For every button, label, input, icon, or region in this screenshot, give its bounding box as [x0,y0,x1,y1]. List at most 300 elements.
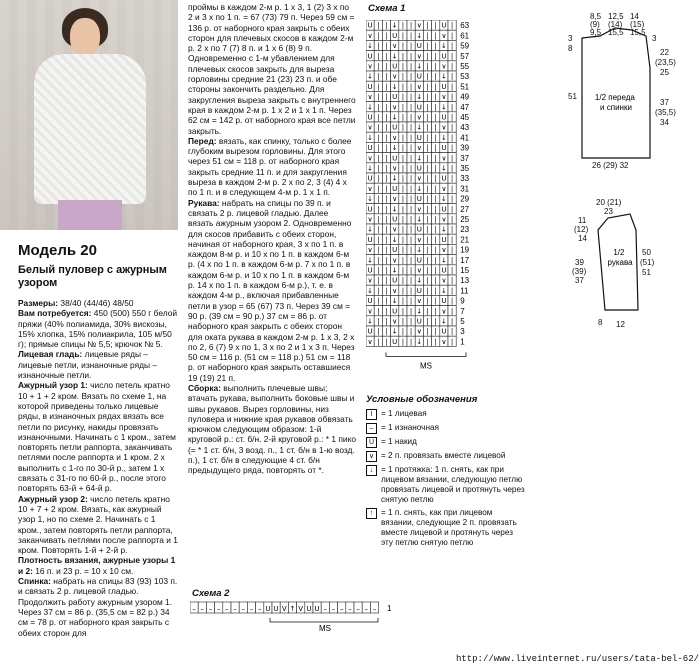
legend-item [366,465,526,505]
schema1-stitch-symbol: U [392,246,398,255]
col-b-paragraph: проймы в каждом 2-м р. 1 х 3, 1 (2) 3 х по 2 и 3 х по 1 п. = 67 (73) 79 п. Через 59 см = 136 р. от наборного края закрыть с обеих сторон для плечевых скосов в каждом 2-м р. 2 х по 7 (7) 8 п. и 1 х 6 (8) 9 п. Одновременно с 1-м убавлением для плечевых скосов закрыть для выреза горловины средние 21 (23) 23 п. и обе стороны закончить раздельно. Для закругления выреза закрыть с внутреннего края в каждом 2-м р. 1 х 2 и 1 х 1 п. Через 62 см = 142 р. от наборного края все петли закрыть. [188,2,356,136]
schema1-stitch-symbol: ∨ [367,154,373,163]
section-heading: Ажурный узор 2: [18,493,88,504]
schema1-stitch-symbol: | [377,72,380,81]
schema1-stitch-symbol: ↓ [440,42,447,51]
schema2-stitch-symbol: U [306,605,312,613]
schema1-stitch-symbol: U [441,52,447,61]
schema1-stitch-symbol: ↓ [367,256,374,265]
schema1-stitch-symbol: | [409,215,413,224]
schema1-stitch-symbol: | [385,235,388,244]
schema1-stitch-symbol: ↓ [440,256,447,265]
schema1-stitch-symbol: | [426,113,429,122]
schema1-stitch-symbol: | [450,93,454,102]
schema1-row-number: 53 [460,72,470,82]
schema1-stitch-symbol: | [377,21,380,30]
schema1-stitch-symbol: | [426,52,429,61]
schema1-row-number: 1 [460,337,465,347]
schema1-stitch-symbol: | [434,82,437,91]
schema1-stitch-symbol: | [434,154,437,163]
schema1-stitch-symbol: | [450,52,454,61]
schema1-stitch-symbol: ∨ [367,62,373,71]
schema1-stitch-symbol: | [385,42,388,51]
schema1-stitch-symbol: ↓ [391,52,398,61]
schema1-stitch-symbol: | [426,82,429,91]
schema1-stitch-symbol: | [385,246,388,255]
schema1-stitch-symbol: | [385,52,388,61]
schema1-stitch-symbol: ↓ [416,337,423,346]
schema1-stitch-symbol: | [450,164,454,173]
schema1-stitch-symbol: | [377,31,380,40]
schema1-stitch-symbol: ∨ [392,195,398,204]
schema1-stitch-symbol: | [377,195,380,204]
schema1-stitch-symbol: ∨ [367,307,373,316]
schema2-stitch-symbol: – [225,605,229,613]
schema1-stitch-symbol: | [434,31,437,40]
sleeve-right-1: 50 [642,248,651,257]
schema1-stitch-symbol: | [426,215,429,224]
legend-item [366,437,526,448]
schema1-stitch-symbol: ∨ [441,276,447,285]
schema1-stitch-symbol: ↓ [391,144,398,153]
schema1-stitch-symbol: ↓ [391,327,398,336]
schema1-stitch-symbol: ∨ [392,317,398,326]
schema1-stitch-symbol: ∨ [392,286,398,295]
schema1-stitch-symbol: | [434,123,437,132]
schema1-stitch-symbol: ↓ [367,103,374,112]
schema1-stitch-symbol: | [426,154,429,163]
schema2-stitch-symbol: – [200,605,205,613]
instructions-column-a [18,298,178,638]
schema1-stitch-symbol: | [401,215,405,224]
schema1-stitch-symbol: | [377,317,380,326]
photo-pants [58,200,122,230]
schema1-stitch-symbol: | [377,225,380,234]
instructions-column-b [188,2,356,476]
schema2-stitch-symbol: – [208,605,213,613]
schema1-stitch-symbol: ↓ [416,246,423,255]
schema2-stitch-symbol: – [364,605,369,613]
schema1-stitch-symbol: | [385,154,388,163]
schema1-stitch-symbol: | [409,174,413,183]
schema1-row-number: 47 [460,102,470,112]
schema1-stitch-symbol: | [434,225,437,234]
front-back-diagram [560,8,695,178]
schema1-stitch-symbol: ∨ [392,164,398,173]
schema1-stitch-symbol: | [434,297,437,306]
sleeve-right-2: (51) [640,258,655,267]
schema1-stitch-symbol: | [377,235,380,244]
front-right-4: 25 [660,68,669,77]
schema1-stitch-symbol: | [426,256,429,265]
schema1-stitch-symbol: | [426,62,429,71]
schema1-stitch-symbol: U [441,297,447,306]
schema1-row-number: 19 [460,245,470,255]
schema1-stitch-symbol: | [450,144,454,153]
front-right-3: (23,5) [655,58,676,67]
schema1-stitch-symbol: ↓ [391,235,398,244]
schema1-stitch-symbol: | [434,235,437,244]
schema1-stitch-symbol: | [426,31,429,40]
schema1-stitch-symbol: ∨ [441,337,447,346]
front-back-label: 1/2 переда и спинки [594,93,635,112]
schema1-stitch-symbol: | [401,82,405,91]
schema1-stitch-symbol: | [409,62,413,71]
schema2-stitch-symbol: V [298,605,304,613]
schema2-row-number: 1 [387,604,392,613]
schema1-stitch-symbol: U [392,337,398,346]
schema1-stitch-symbol: | [426,144,429,153]
schema1-stitch-symbol: | [409,317,413,326]
legend-title: Условные обозначения [366,394,478,405]
schema1-row-number: 25 [460,215,470,224]
schema1-stitch-symbol: | [401,184,405,193]
schema1-row-number: 15 [460,266,470,275]
schema1-row-number: 17 [460,255,470,265]
schema2-stitch-symbol: – [372,605,377,613]
schema1-grid [366,20,481,380]
schema1-stitch-symbol: | [450,235,454,244]
schema2-stitch-symbol: ↑ [289,605,296,613]
schema1-stitch-symbol: U [416,256,422,265]
schema1-stitch-symbol: | [385,103,388,112]
schema1-stitch-symbol: ∨ [416,327,422,336]
schema1-stitch-symbol: | [385,123,388,132]
schema1-stitch-symbol: | [401,133,405,142]
schema1-stitch-symbol: | [385,195,388,204]
schema1-stitch-symbol: | [377,327,380,336]
section-heading: Спинка: [18,576,51,587]
col-b-paragraph: Рукава: набрать на спицы по 39 п. и связать 2 р. лицевой гладью. Далее вязать ажурным узором 2. Одновременно для скосов прибавить с обеих сторон, начиная от наборного края, 3 х по 1 п. в каждом 8-м р. и 10 х по 1 п. в каждом 6-м р. (4 х по 1 п. в каждом 6-м р. 7 х по 1 п. в каждом 6-м р. и 10 х по 1 п. в каждом 6-м р. 14 х по 1 п. в каждом 6-м р.), т. е. в каждом 4-м р., включая прибавленные петли в узор = 65 (67) 73 п. Через 39 см = 90 р. (39 см = 90 р.) 37 см = 86 р. от наборного края закрыть с обеих сторон для оката рукава в каждом 2-м р. 1 х 3, 2 х по 2, 6 (7) 9 х по 1, 3 х по 2 и 1 х 3 п. Через 50 см = 116 р. (51 см = 118 р.) 51 см = 118 р. от наборного края закрыть оставшиеся 19 (19) 21 п. [188,197,355,383]
schema1-row-number: 55 [460,62,470,71]
schema1-stitch-symbol: ∨ [416,297,422,306]
schema1-stitch-symbol: | [377,276,380,285]
schema1-stitch-symbol: | [450,297,454,306]
schema1-stitch-symbol: | [409,31,413,40]
schema1-stitch-symbol: U [416,72,422,81]
schema1-row-number: 3 [460,327,465,337]
schema1-stitch-symbol: | [377,337,380,346]
sleeve-left-1: 11 [578,216,587,225]
schema1-stitch-symbol: ↓ [416,276,423,285]
schema1-stitch-symbol: | [426,123,429,132]
schema1-stitch-symbol: U [392,62,398,71]
schema2-stitch-symbol: – [241,605,246,613]
schema2-stitch-symbol: – [257,605,262,613]
section-heading: Рукава: [188,197,220,208]
schema1-stitch-symbol: | [377,52,380,61]
schema1-stitch-symbol: | [401,327,405,336]
schema2-ms-bracket [270,618,378,622]
schema1-stitch-symbol: | [385,93,388,102]
schema1-stitch-symbol: | [434,307,437,316]
schema1-stitch-symbol: | [377,286,380,295]
schema1-stitch-symbol: | [385,317,388,326]
schema1-stitch-symbol: | [450,62,454,71]
schema1-stitch-symbol: U [392,215,398,224]
schema1-stitch-symbol: | [450,327,454,336]
schema1-row-number: 31 [460,184,470,194]
schema2-stitch-symbol: U [314,605,320,613]
schema1-stitch-symbol: ↓ [416,307,423,316]
schema1-stitch-symbol: | [426,337,429,346]
schema1-stitch-symbol: | [409,184,413,193]
schema1-stitch-symbol: | [377,144,380,153]
schema1-stitch-symbol: | [409,256,413,265]
schema1-stitch-symbol: ∨ [392,133,398,142]
schema1-stitch-symbol: | [409,93,413,102]
section-heading: Перед: [188,135,217,146]
schema1-stitch-symbol: ↓ [391,82,398,91]
schema1-stitch-symbol: | [377,113,380,122]
schema1-stitch-symbol: ∨ [416,21,422,30]
legend-text: = 1 лицевая [381,409,427,418]
schema1-stitch-symbol: ↓ [391,21,398,30]
schema1-stitch-symbol: ↓ [416,215,423,224]
schema1-stitch-symbol: | [385,144,388,153]
schema1-stitch-symbol: | [434,52,437,61]
schema1-stitch-symbol: | [401,266,405,275]
schema1-stitch-symbol: U [416,133,422,142]
schema1-stitch-symbol: ∨ [441,62,447,71]
schema1-stitch-symbol: U [367,144,373,153]
schema1-stitch-symbol: U [367,235,373,244]
schema1-stitch-symbol: | [385,297,388,306]
col-b-paragraph: Сборка: выполнить плечевые швы; втачать рукава, выполнить боковые швы и швы рукавов. Вырез горловины, низ пуловера и нижние края рукавов обвязать крючком следующим образом: 1-й круговой р.: ст. б/н. 2-й круговой р.: * 1 пико (= * 1 ст. б/н, 3 возд. п., 1 ст. б/н в 1-ю возд. п.), 1 ст. б/н в следующие 4 ст. б/н предыдущего ряда, повторять от *. [188,382,357,476]
schema1-stitch-symbol: ↓ [416,154,423,163]
schema1-stitch-symbol: | [426,246,429,255]
schema1-stitch-symbol: U [441,174,447,183]
schema1-stitch-symbol: | [385,72,388,81]
col-a-paragraph: Лицевая гладь: лицевые ряды – лицевые петли, изнаночные ряды – изнаночные петли. [18,349,158,381]
schema1-stitch-symbol: | [426,327,429,336]
schema1-stitch-symbol: | [450,317,454,326]
schema1-stitch-symbol: ∨ [441,215,447,224]
schema1-stitch-symbol: | [377,256,380,265]
schema1-stitch-symbol: | [426,276,429,285]
schema1-stitch-symbol: | [377,123,380,132]
schema1-stitch-symbol: | [385,113,388,122]
schema1-stitch-symbol: ∨ [416,205,422,214]
schema1-title: Схема 1 [368,3,406,14]
schema1-stitch-symbol: | [401,317,405,326]
schema1-stitch-symbol: | [409,133,413,142]
schema1-stitch-symbol: | [401,256,405,265]
schema1-stitch-symbol: ↓ [367,195,374,204]
schema1-stitch-symbol: U [416,286,422,295]
section-heading: Сборка: [188,382,221,393]
schema1-stitch-symbol: | [377,297,380,306]
schema1-stitch-symbol: | [385,31,388,40]
sleeve-bottom-left: 8 [598,318,603,327]
schema1-stitch-symbol: ∨ [416,113,422,122]
schema1-stitch-symbol: U [416,103,422,112]
col-a-paragraph: Вам потребуется: 450 (500) 550 г белой пряжи (40% полиамида, 30% вискозы, 15% хлопка, 15% полиакрила, 105 м/50 г); прямые спицы № 5,5; крючок № 5. [18,308,178,350]
schema1-stitch-symbol: | [450,256,454,265]
schema1-stitch-symbol: | [401,113,405,122]
schema1-stitch-symbol: | [409,52,413,61]
schema1-stitch-symbol: ↓ [440,72,447,81]
schema1-stitch-symbol: | [426,297,429,306]
schema2-stitch-symbol: – [356,605,360,613]
schema1-stitch-symbol: U [441,113,447,122]
schema2-stitch-symbol: U [265,605,271,613]
schema1-stitch-symbol: | [450,154,454,163]
schema1-stitch-symbol: | [385,174,388,183]
sleeve-left-4: 39 [575,258,584,267]
front-top-1: 8,5 [590,12,602,21]
schema1-ms-bracket [386,352,466,356]
schema1-stitch-symbol: ∨ [367,93,373,102]
front-top-3: 14 [630,12,639,21]
schema1-stitch-symbol: ∨ [367,31,373,40]
schema1-stitch-symbol: | [450,103,454,112]
legend-text: = 1 п. снять, как при лицевом вязании, следующие 2 п. провязать вместе лицевой и протянуть через эту петлю снятую петлю [381,508,517,547]
schema2-grid [190,600,400,636]
section-heading: Лицевая гладь: [18,349,83,360]
front-right-1: 3 [652,34,657,43]
schema2-stitch-symbol: – [323,605,328,613]
schema1-stitch-symbol: | [409,164,413,173]
sleeve-top-2: 23 [604,207,613,216]
schema1-stitch-symbol: | [450,195,454,204]
schema1-stitch-symbol: | [377,42,380,51]
col-b-paragraph: Перед: вязать, как спинку, только с более глубоким вырезом горловины. Для этого через 51 см = 118 р. от наборного края закрыть средние 11 п. и для закругления выреза в каждом 2-м р. 2 х по 2, 3 (4) 4 х по 1 п. и в следующем 4-м р. 1 х 1 п. [188,135,352,198]
schema1-stitch-symbol: ↓ [367,225,374,234]
schema1-stitch-symbol: ∨ [441,184,447,193]
schema1-stitch-symbol: | [450,307,454,316]
schema1-stitch-symbol: | [401,174,405,183]
schema1-stitch-symbol: ↓ [440,103,447,112]
schema1-stitch-symbol: | [434,317,437,326]
schema1-stitch-symbol: | [426,195,429,204]
schema1-stitch-symbol: | [426,42,429,51]
schema1-stitch-symbol: | [434,133,437,142]
schema1-stitch-symbol: | [377,266,380,275]
schema1-row-number: 41 [460,133,470,143]
schema1-stitch-symbol: | [434,144,437,153]
schema1-stitch-symbol: | [426,93,429,102]
schema1-stitch-symbol: | [401,225,405,234]
legend-symbol-icon: ↓ [366,465,377,476]
schema1-stitch-symbol: | [426,72,429,81]
schema1-stitch-symbol: | [385,205,388,214]
schema1-stitch-symbol: | [409,113,413,122]
schema1-stitch-symbol: | [434,276,437,285]
schema1-stitch-symbol: | [401,235,405,244]
schema1-stitch-symbol: | [409,72,413,81]
schema1-stitch-symbol: ↓ [391,205,398,214]
schema1-stitch-symbol: ↓ [391,266,398,275]
schema1-stitch-symbol: ∨ [441,93,447,102]
model-title: Модель 20 [18,242,97,259]
schema1-stitch-symbol: | [426,266,429,275]
schema1-stitch-symbol: | [401,123,405,132]
schema2-stitch-symbol: U [273,605,279,613]
schema1-stitch-symbol: | [377,62,380,71]
schema1-stitch-symbol: | [450,113,454,122]
schema1-stitch-symbol: | [377,174,380,183]
sleeve-left-5: (39) [572,267,587,276]
schema1-stitch-symbol: | [426,103,429,112]
schema1-stitch-symbol: ↓ [367,72,374,81]
schema1-stitch-symbol: U [441,327,447,336]
schema1-stitch-symbol: | [377,184,380,193]
schema1-row-number: 7 [460,306,465,316]
front-left-3: 51 [568,92,577,101]
schema1-stitch-symbol: | [434,93,437,102]
schema1-stitch-symbol: | [450,337,454,346]
schema1-stitch-symbol: ↓ [440,317,447,326]
schema1-stitch-symbol: ↓ [440,225,447,234]
legend-text: = 1 изнаночная [381,423,439,432]
schema1-stitch-symbol: | [450,205,454,214]
schema1-stitch-symbol: ↓ [440,164,447,173]
schema1-stitch-symbol: | [450,42,454,51]
schema1-stitch-symbol: | [409,205,413,214]
schema1-stitch-symbol: U [367,297,373,306]
schema1-stitch-symbol: ∨ [416,235,422,244]
schema1-stitch-symbol: ↓ [367,317,374,326]
schema2-stitch-symbol: – [331,605,336,613]
schema1-stitch-symbol: | [450,276,454,285]
front-top-5: (14) [608,20,623,29]
section-heading: Плотность вязания, ажурные узоры 1 и 2: [18,555,176,576]
schema1-row-number: 61 [460,31,470,41]
schema1-stitch-symbol: | [385,82,388,91]
schema1-row-number: 23 [460,225,470,235]
schema1-stitch-symbol: | [434,256,437,265]
col-a-paragraph: Ажурный узор 2: число петель кратно 10 + 7 + 2 кром. Вязать, как ажурный узор 1, но по схеме 2. Начинать с 1 кром., затем повторять петли раппорта, заканчивать петлями после раппорта и 1 кром. Повторять 1-й + 2-й р. [18,493,178,556]
schema1-stitch-symbol: | [401,103,405,112]
schema1-stitch-symbol: | [409,266,413,275]
schema1-stitch-symbol: ↓ [416,123,423,132]
schema1-stitch-symbol: ↓ [391,297,398,306]
schema1-stitch-symbol: | [426,225,429,234]
schema1-stitch-symbol: ∨ [392,103,398,112]
schema1-row-number: 49 [460,92,470,102]
schema1-stitch-symbol: | [385,276,388,285]
schema1-stitch-symbol: | [409,42,413,51]
schema1-stitch-symbol: | [450,266,454,275]
schema1-row-number: 59 [460,41,470,51]
schema1-stitch-symbol: U [367,113,373,122]
schema1-stitch-symbol: U [392,93,398,102]
schema1-stitch-symbol: U [392,184,398,193]
schema1-stitch-symbol: | [401,205,405,214]
schema1-stitch-symbol: | [401,42,405,51]
schema1-stitch-symbol: U [367,174,373,183]
schema1-stitch-symbol: | [426,21,429,30]
schema1-row-number: 45 [460,113,470,122]
sleeve-top: 20 (21) [596,198,622,207]
schema1-stitch-symbol: | [434,195,437,204]
schema1-stitch-symbol: | [377,103,380,112]
legend [366,395,526,551]
front-right-7: 34 [660,118,669,127]
schema1-stitch-symbol: | [434,21,437,30]
schema1-stitch-symbol: | [434,266,437,275]
schema1-stitch-symbol: ∨ [392,225,398,234]
front-bottom: 26 (29) 32 [592,161,629,170]
schema1-stitch-symbol: | [401,154,405,163]
schema2-stitch-symbol: – [348,605,352,613]
schema1-stitch-symbol: U [416,317,422,326]
schema1-stitch-symbol: | [434,184,437,193]
schema1-stitch-symbol: | [401,31,405,40]
schema1-stitch-symbol: ↓ [391,113,398,122]
schema1-stitch-symbol: | [401,246,405,255]
